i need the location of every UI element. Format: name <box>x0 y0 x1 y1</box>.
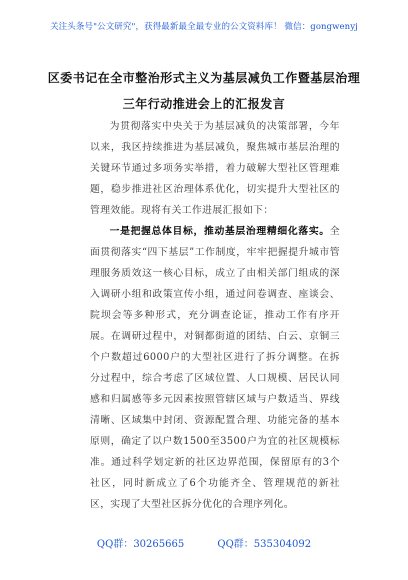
footer-qq-group-1: QQ群：30265665 <box>96 539 185 550</box>
paragraph-intro: 为贯彻落实中央关于为基层减负的决策部署，今年以来，我区持续推进为基层减负，聚焦城市基层治理的关键环节通过多项务实举措，着力破解大型社区管理难题，稳步推进社区治理体系优化，切实提升大型社区的管理效能。现将有关工作进展汇报如下： <box>90 121 340 216</box>
document-title-line-2: 三年行动推进会上的汇报发言 <box>122 97 286 111</box>
section-1-body: 全面贯彻落实“四下基层”工作制度，牢牢把握提升城市管理服务质效这一核心目标，成立了由相关部门组成的深入调研小组和政策宣传小组，通过问卷调查、座谈会、院坝会等多种形式，充分调查论证，推动工作有序开展。在调研过程中，对铜都街道的团结、白云、京铜三个户数超过6000户的大型社区进行了拆分调整。在拆分过程中，综合考虑了区域位置、人口规模、居民认同感和归属感等多元因素按照管辖区域与户数适当、界线清晰、区域集中封闭、资源配置合理、功能完备的基本原则，确定了以户数1500至3500户为宜的社区规模标准。通过科学划定新的社区边界范围，保留原有的3个社区，同时新成立了6个功能齐全、管理规范的新社区，实现了大型社区拆分优化的合理序列化。 <box>90 226 340 510</box>
footer-contacts <box>0 535 408 550</box>
document-body <box>90 116 340 515</box>
section-1-heading: 一是把握总体目标，推动基层治理精细化落实。 <box>109 226 330 237</box>
header-promo-note: 关注头条号"公文研究"，获得最新最全最专业的公文资料库！ 微信：gongwenyj <box>50 22 358 32</box>
document-title-line-1: 区委书记在全市整治形式主义为基层减负工作暨基层治理 <box>47 71 361 85</box>
paragraph-section-1 <box>90 221 340 515</box>
footer-qq-group-2: QQ群：535304092 <box>217 539 312 550</box>
